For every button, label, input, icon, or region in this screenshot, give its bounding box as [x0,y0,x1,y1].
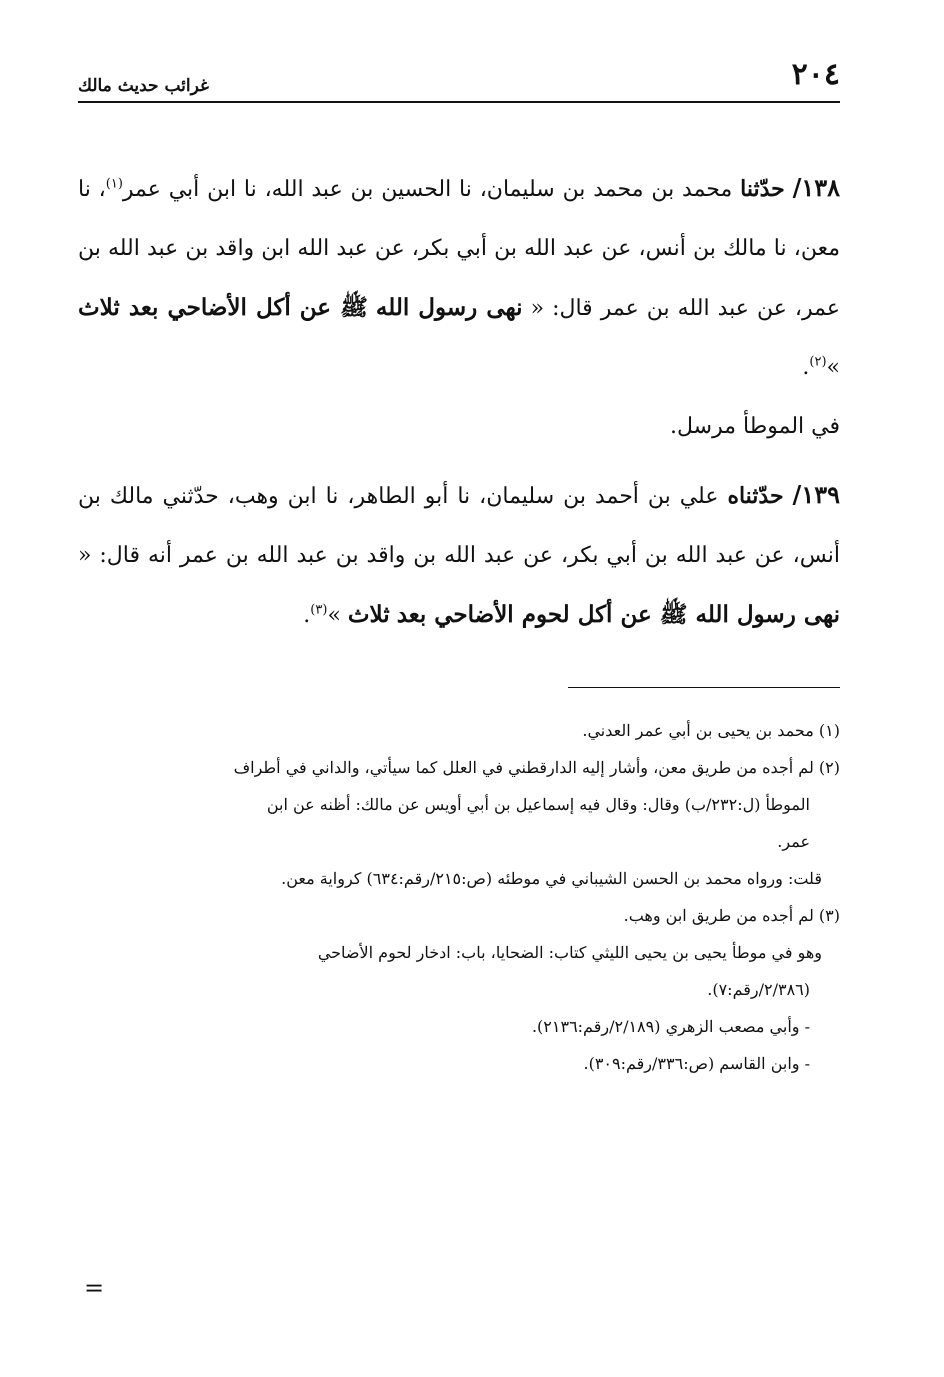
footnote-2-continued: الموطأ (ل:٢٣٢/ب) وقال: وقال فيه إسماعيل بن أبي أويس عن مالك: أظنه عن ابن [266,795,810,814]
footnote-ref: (١) [105,176,123,192]
hadith-intro-word: حدّثناه [727,483,784,509]
footnote-2-remark: قلت: ورواه محمد بن الحسن الشيباني في موطئه (ص:٢١٥/رقم:٦٣٤) كرواية معن. [281,869,822,888]
page-header [78,50,840,102]
hadith-line: عبد الله بن عمر أنه قال: « [78,543,328,568]
footnote-3-item: - وأبي مصعب الزهري (٢/١٨٩/رقم:٢١٣٦). [531,1017,810,1036]
footnote-2-continued: عمر. [777,832,810,851]
footnote-separator [568,687,840,688]
main-text [78,158,840,645]
hadith-intro-word: حدّثنا [740,176,785,202]
footnote-3-item: - وابن القاسم (ص:٣٣٦/رقم:٣٠٩). [583,1054,810,1073]
hadith-line: محمد بن محمد بن سليمان، نا الحسين بن عبد الله، نا ابن [207,177,733,202]
hadith-line: حدّثني مالك بن أنس، عن عبد الله بن أبي بكر، عن عبد الله بن واقد بن [78,484,840,568]
footnote-ref: (٣) [310,602,328,618]
full-stop: . [303,603,311,628]
page-end-mark: = [84,1274,105,1302]
hadith-number: ١٣٩/ [792,480,840,509]
hadith-139 [78,465,840,645]
quote-close: » [826,355,840,380]
footnote-2: (٢) لم أجده من طريق معن، وأشار إليه الدارقطني في العلل كما سيأتي، والداني في أطراف [233,758,840,777]
hadith-line: ، نا معن، نا مالك بن أنس، عن عبد الله بن أبي بكر، عن عبد الله [78,177,840,261]
running-title: غرائب حديث مالك [78,76,209,96]
footnote-3-continued: وهو في موطأ يحيى بن يحيى الليثي كتاب: الضحايا، باب: ادخار لحوم الأضاحي [317,943,822,962]
page-number: ٢٠٤ [791,57,840,92]
full-stop: . [802,355,810,380]
hadith-matn: ثلاث [347,601,390,628]
document-page [78,50,840,1082]
header-rule [78,101,840,103]
hadith-138-comment: في الموطأ مرسل. [670,414,840,439]
hadith-matn: نهى رسول الله [375,294,523,321]
hadith-138 [78,158,840,397]
hadith-line: علي بن أحمد بن سليمان، نا أبو الطاهر، نا ابن وهب، [227,484,719,509]
hadith-line: ابن واقد بن عبد الله بن عمر، عن عبد الله بن عمر قال: « [78,236,840,321]
hadith-number: ١٣٨/ [792,173,840,202]
footnote-3-continued: (٢/٣٨٦/رقم:٧). [707,980,810,999]
hadith-matn: نهى رسول الله ﷺ عن أكل لحوم الأضاحي بعد [396,601,840,628]
footnote-3: (٣) لم أجده من طريق ابن وهب. [623,906,840,925]
footnote-1: (١) محمد بن يحيى بن أبي عمر العدني. [582,721,840,740]
hadith-line: أبي عمر [122,177,200,202]
hadith-matn: ﷺ عن أكل الأضاحي بعد ثلاث [78,294,368,321]
footnotes [78,712,840,1082]
footnote-ref: (٢) [809,354,827,370]
quote-close: » [327,603,341,628]
